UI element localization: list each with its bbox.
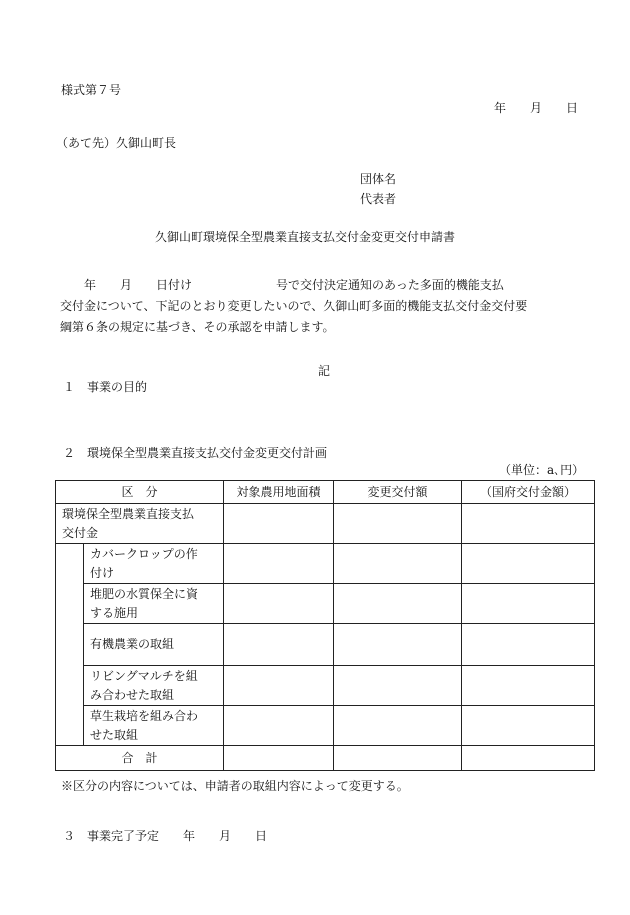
table-header-row <box>56 481 595 504</box>
table-row <box>56 584 595 624</box>
cell-national-amount[interactable] <box>462 666 595 706</box>
row-label-grass-cultivation: 草生栽培を組み合わ せた取組 <box>84 706 224 746</box>
body-line-3: 綱第６条の規定に基づき、その承認を申請します。 <box>60 320 335 334</box>
table-total-row <box>56 746 595 771</box>
row-label-parent: 環境保全型農業直接支払 交付金 <box>56 504 224 544</box>
section-1-heading: １ 事業の目的 <box>63 380 148 394</box>
cell-national-amount[interactable] <box>462 624 595 666</box>
header-area: 対象農用地面積 <box>224 481 334 504</box>
body-line-1: 年 月 日付け 号で交付決定通知のあった多面的機能支払 <box>60 278 504 292</box>
table-row <box>56 544 595 584</box>
row-label-cover-crop: カバークロップの作 付け <box>84 544 224 584</box>
body-text <box>60 275 600 338</box>
cell-change-amount[interactable] <box>334 584 462 624</box>
cell-area[interactable] <box>224 544 334 584</box>
cell-change-amount[interactable] <box>334 504 462 544</box>
cell-national-amount[interactable] <box>462 706 595 746</box>
header-category: 区 分 <box>56 481 224 504</box>
cell-national-amount[interactable] <box>462 504 595 544</box>
row-label-organic: 有機農業の取組 <box>84 624 224 666</box>
organization-name-label: 団体名 <box>360 172 397 186</box>
row-label-living-mulch: リビングマルチを組 み合わせた取組 <box>84 666 224 706</box>
cell-area[interactable] <box>224 584 334 624</box>
cell-area[interactable] <box>224 666 334 706</box>
cell-change-amount[interactable] <box>334 624 462 666</box>
application-date: 年 月 日 <box>494 101 579 115</box>
row-label-total: 合 計 <box>56 746 224 771</box>
indent-cell <box>56 544 84 746</box>
ki-heading: 記 <box>318 364 331 378</box>
cell-change-amount-total[interactable] <box>334 746 462 771</box>
body-line-2: 交付金について、下記のとおり変更したいので、久御山町多面的機能支払交付金交付要 <box>60 299 528 313</box>
cell-area-total[interactable] <box>224 746 334 771</box>
table-row <box>56 666 595 706</box>
cell-area[interactable] <box>224 504 334 544</box>
section-2-heading: ２ 環境保全型農業直接支払交付金変更交付計画 <box>63 446 328 460</box>
section-3-completion-date: ３ 事業完了予定 年 月 日 <box>63 829 268 843</box>
table-row <box>56 706 595 746</box>
cell-national-amount-total[interactable] <box>462 746 595 771</box>
cell-change-amount[interactable] <box>334 706 462 746</box>
plan-table <box>55 480 595 771</box>
cell-change-amount[interactable] <box>334 666 462 706</box>
addressee: （あて先）久御山町長 <box>56 136 177 150</box>
form-number: 様式第７号 <box>61 83 122 97</box>
representative-label: 代表者 <box>360 192 397 206</box>
cell-area[interactable] <box>224 706 334 746</box>
cell-national-amount[interactable] <box>462 584 595 624</box>
table-row <box>56 504 595 544</box>
cell-change-amount[interactable] <box>334 544 462 584</box>
header-national-amount: （国府交付金額） <box>462 481 595 504</box>
document-title: 久御山町環境保全型農業直接支払交付金変更交付申請書 <box>155 230 456 244</box>
row-label-compost: 堆肥の水質保全に資 する施用 <box>84 584 224 624</box>
cell-national-amount[interactable] <box>462 544 595 584</box>
header-change-amount: 変更交付額 <box>334 481 462 504</box>
cell-area[interactable] <box>224 624 334 666</box>
unit-note: （単位：a､円） <box>499 463 585 477</box>
footnote: ※区分の内容については、申請者の取組内容によって変更する。 <box>61 779 409 793</box>
table-row <box>56 624 595 666</box>
